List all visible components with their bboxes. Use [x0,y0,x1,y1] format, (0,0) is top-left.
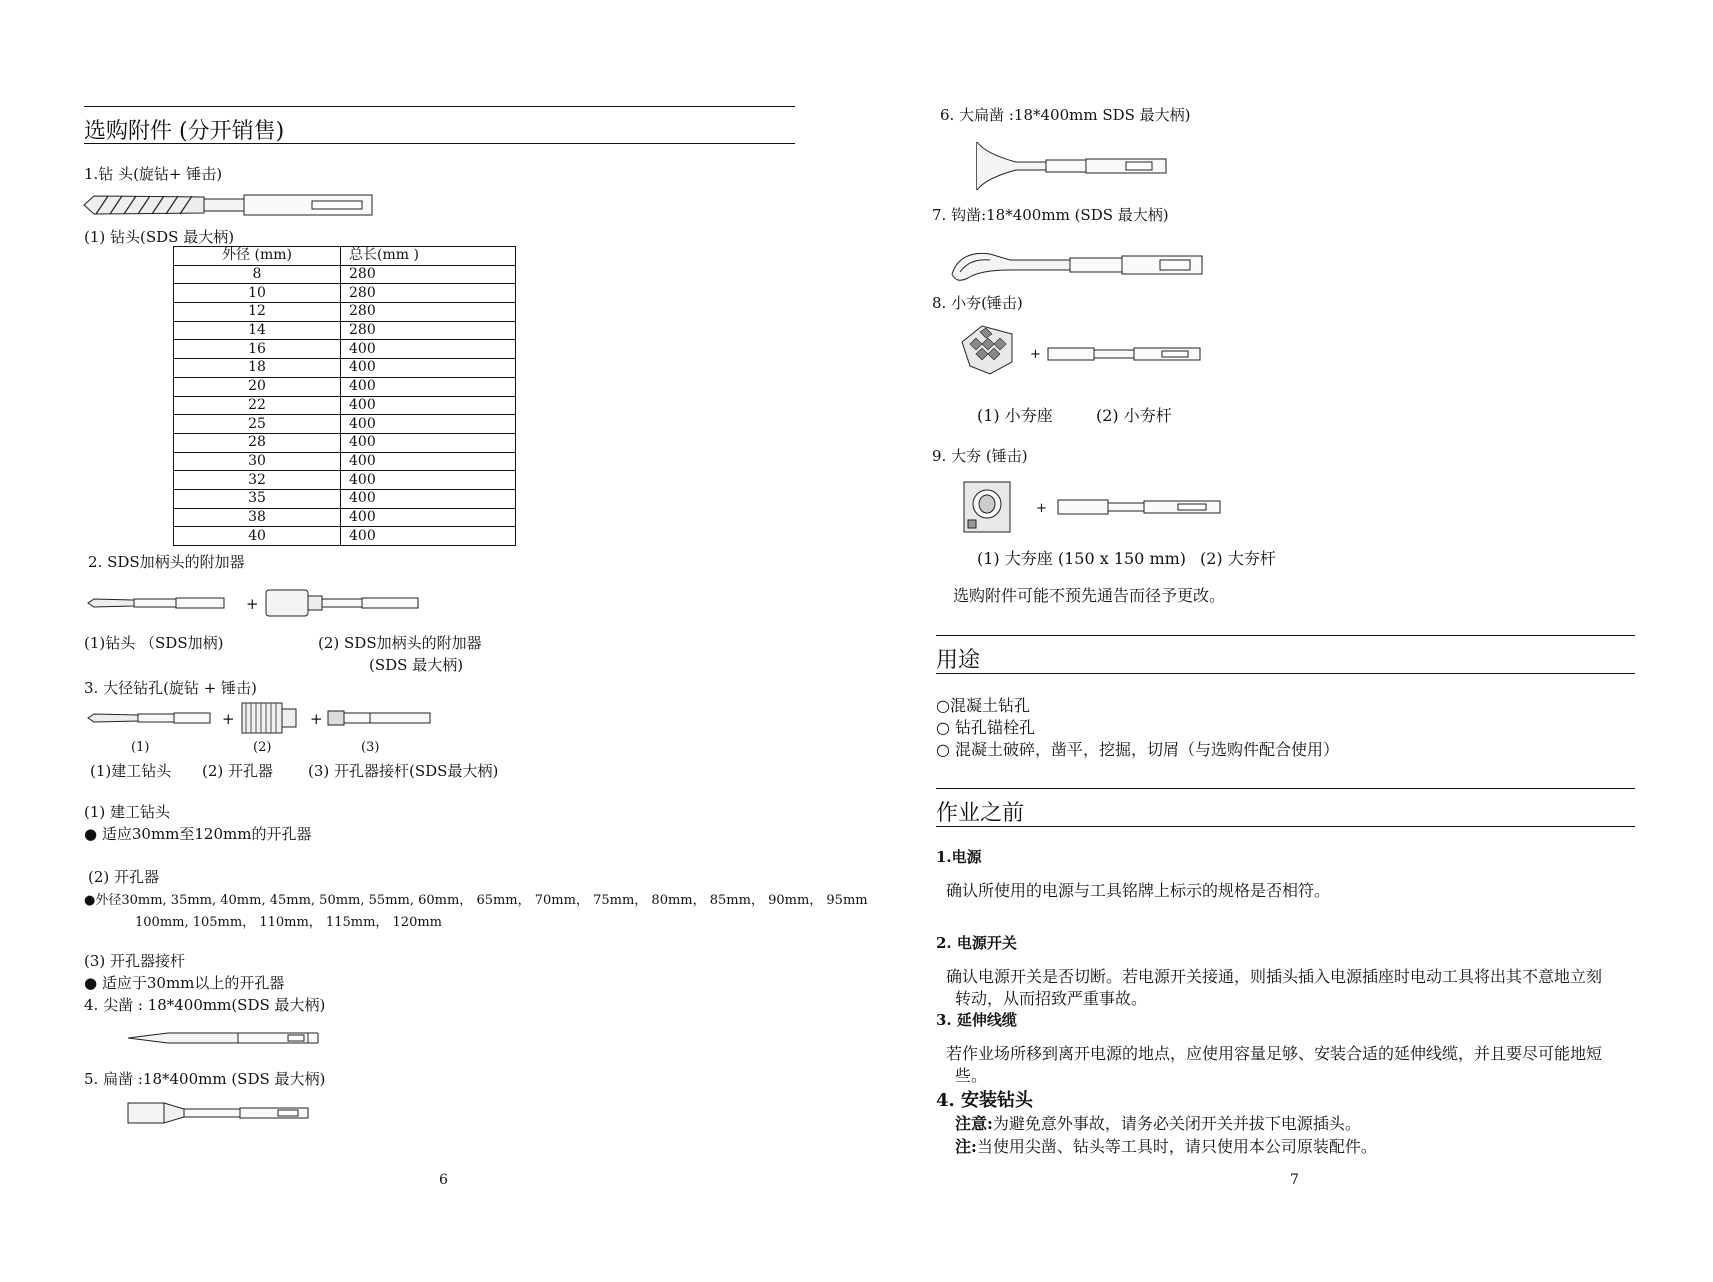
svg-text:+: + [310,710,323,728]
table-cell: 25 [174,415,341,434]
drill-bit-size-table [173,246,516,546]
power-source-text: 确认所使用的电源与工具铭牌上标示的规格是否相符。 [946,881,1331,900]
item2-caption2a: (2) SDS加柄头的附加器 [318,634,482,652]
item3-sub1-title: (1) 建工钻头 [84,803,171,821]
table-cell: 38 [174,508,341,527]
item9-cap1: (1) 大夯座 (150 x 150 mm) [977,549,1187,568]
item5-title: 5. 扁凿 :18*400mm (SDS 最大柄) [84,1070,326,1088]
table-cell: 18 [174,359,341,378]
table-row [174,471,516,490]
section-title-accessories: 选购附件 (分开销售) [84,119,285,144]
item8-title: 8. 小夯(锤击) [932,294,1023,312]
wide-flat-chisel-illustration [976,140,1176,192]
item3-cap1: (1)建工钻头 [90,762,172,780]
item9-title: 9. 大夯 (锤击) [932,447,1028,465]
table-cell: 400 [341,415,516,434]
table-header-diameter: 外径 (mm) [174,247,341,266]
table-cell: 16 [174,340,341,359]
power-switch-text-1: 确认电源开关是否切断。若电源开关接通，则插头插入电源插座时电动工具将出其不意地立刻 [946,967,1603,986]
item1-subtitle: (1) 钻头(SDS 最大柄) [84,228,235,246]
item6-title: 6. 大扁凿 :18*400mm SDS 最大柄) [940,106,1191,124]
item4-title: 4. 尖凿 : 18*400mm(SDS 最大柄) [84,996,326,1014]
table-cell: 400 [341,340,516,359]
table-row [174,508,516,527]
usage-item: ○ 钻孔锚栓孔 [936,718,1036,737]
section-rule-top [84,106,795,107]
note-2 [955,1134,1377,1157]
table-cell: 32 [174,471,341,490]
note-1-label: 注意: [955,1114,993,1133]
table-cell: 280 [341,303,516,322]
svg-text:+: + [246,595,259,613]
small-tamper-illustration [960,322,1210,378]
item3-sub1-bullet: ● 适应30mm至120mm的开孔器 [84,825,312,843]
note-2-label: 注: [955,1137,977,1156]
table-cell: 400 [341,452,516,471]
power-switch-text-2: 转动，从而招致严重事故。 [955,989,1148,1008]
item8-cap1: (1) 小夯座 [977,406,1053,425]
sds-adapter-illustration [88,586,438,620]
gouge-chisel-illustration [950,244,1210,284]
table-row [174,284,516,303]
table-row [174,415,516,434]
item3-sub2-line2: 100mm, 105mm， 110mm， 115mm， 120mm [135,915,442,930]
large-tamper-illustration [960,478,1230,536]
flat-chisel-illustration [128,1101,318,1127]
table-cell: 400 [341,433,516,452]
table-cell: 28 [174,433,341,452]
table-cell: 8 [174,265,341,284]
usage-item: ○ 混凝土破碎，凿平，挖掘，切屑（与选购件配合使用） [936,740,1340,759]
table-row [174,489,516,508]
table-cell: 400 [341,508,516,527]
table-cell: 35 [174,489,341,508]
usage-rule-top [936,635,1635,636]
table-cell: 400 [341,377,516,396]
svg-text:+: + [222,710,235,728]
drill-bit-illustration [84,192,374,218]
note-2-text: 当使用尖凿、钻头等工具时，请只使用本公司原装配件。 [976,1137,1377,1156]
table-cell: 280 [341,321,516,340]
table-row [174,303,516,322]
table-cell: 14 [174,321,341,340]
table-cell: 400 [341,471,516,490]
item2-title: 2. SDS加柄头的附加器 [88,553,245,571]
item3-sub3-title: (3) 开孔器接杆 [84,952,186,970]
before-title: 作业之前 [936,801,1025,826]
extension-cord-text-2: 些。 [955,1066,988,1085]
item8-cap2: (2) 小夯杆 [1096,406,1172,425]
item9-cap2: (2) 大夯杆 [1200,549,1276,568]
item3-sub3-bullet: ● 适应于30mm以上的开孔器 [84,974,285,992]
table-row [174,340,516,359]
item2-caption2b: (SDS 最大柄) [369,656,464,674]
page-number-left: 6 [439,1172,448,1188]
note-1-text: 为避免意外事故，请务必关闭开关并拔下电源插头。 [992,1114,1361,1133]
table-cell: 20 [174,377,341,396]
table-cell: 400 [341,489,516,508]
table-cell: 400 [341,527,516,546]
table-cell: 400 [341,396,516,415]
accessories-change-notice: 选购附件可能不预先通告而径予更改。 [953,586,1226,605]
power-source-title: 1.电源 [936,848,982,866]
core-bit-set-illustration [88,700,448,736]
table-header-row [174,247,516,266]
table-cell: 400 [341,359,516,378]
table-row [174,321,516,340]
table-cell: 22 [174,396,341,415]
table-cell: 30 [174,452,341,471]
point-chisel-illustration [128,1028,324,1048]
item3-sub2-line1: ●外径30mm, 35mm, 40mm, 45mm, 50mm, 55mm, 60mm， 65mm， 70mm， 75mm， 80mm， 85mm， 90mm， 95mm [84,893,868,908]
item3-num2: (2) [253,740,272,755]
power-switch-title: 2. 电源开关 [936,934,1017,952]
item2-caption1: (1)钻头 （SDS加柄) [84,634,224,652]
usage-rule-bottom [936,673,1635,674]
table-row [174,265,516,284]
table-header-length: 总长(mm ) [341,247,516,266]
table-row [174,452,516,471]
table-row [174,377,516,396]
item3-cap3: (3) 开孔器接杆(SDS最大柄) [308,762,499,780]
before-rule-bottom [936,826,1635,827]
extension-cord-text-1: 若作业场所移到离开电源的地点，应使用容量足够、安装合适的延伸线缆，并且要尽可能地短 [946,1044,1603,1063]
section-rule-bottom [84,143,795,144]
usage-item: ○混凝土钻孔 [936,696,1030,715]
page-number-right: 7 [1290,1172,1299,1188]
table-row [174,527,516,546]
table-cell: 12 [174,303,341,322]
item3-num1: (1) [131,740,150,755]
table-row [174,433,516,452]
item7-title: 7. 钩凿:18*400mm (SDS 最大柄) [932,206,1169,224]
table-cell: 40 [174,527,341,546]
table-cell: 280 [341,265,516,284]
before-rule-top [936,788,1635,789]
usage-title: 用途 [936,648,981,673]
item3-num3: (3) [361,740,380,755]
install-bit-title: 4. 安装钻头 [936,1090,1034,1111]
item3-sub2-title: (2) 开孔器 [88,868,160,886]
table-cell: 10 [174,284,341,303]
item3-title: 3. 大径钻孔(旋钻 + 锤击) [84,679,257,697]
extension-cord-title: 3. 延伸线缆 [936,1011,1017,1029]
item1-title: 1.钻 头(旋钻+ 锤击) [84,165,223,183]
item3-cap2: (2) 开孔器 [202,762,274,780]
note-1 [955,1111,1361,1134]
table-row [174,359,516,378]
svg-text:+: + [1036,501,1047,516]
svg-text:+: + [1030,347,1041,362]
table-cell: 280 [341,284,516,303]
table-row [174,396,516,415]
